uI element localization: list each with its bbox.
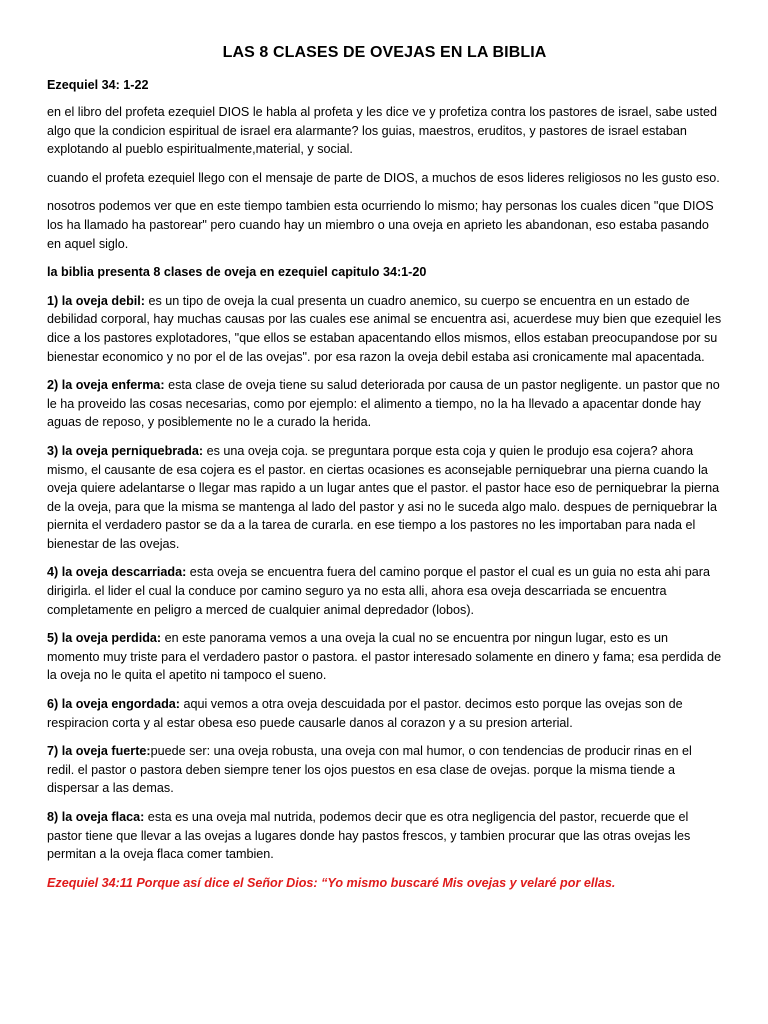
sheep-item-label: 1) la oveja debil: bbox=[47, 293, 145, 308]
sheep-item-1 bbox=[47, 292, 722, 366]
sheep-item-text: esta oveja se encuentra fuera del camino porque el pastor el cual es un guia no esta ahi para dirigirla. el lider el cual la conduce por camino seguro ya no esta alli, ahora esa oveja descarriada se encuentra completamente en peligro a merced de cualquier animal depredador (lobos). bbox=[47, 565, 710, 617]
closing-verse: Ezequiel 34:11 Porque así dice el Señor Dios: “Yo mismo buscaré Mis ovejas y velaré por ellas. bbox=[47, 875, 616, 890]
sheep-item-text: es un tipo de oveja la cual presenta un cuadro anemico, su cuerpo se encuentra en un estado de debilidad corporal, hay muchas causas por las cuales ese animal se encuentra asi, acuerdese muy bien que ezequiel les dice a los pastores explotadores, "que ellos se estaban apacentando ellos mismos, ellos estaban preocupandose por su bienestar economico y no por el de las ovejas". por esa razon la oveja debil estaba asi cronicamente mal apacentada. bbox=[47, 293, 722, 364]
sheep-item-label: 8) la oveja flaca: bbox=[47, 810, 145, 824]
sheep-item-text: en este panorama vemos a una oveja la cual no se encuentra por ningun lugar, esto es un momento muy triste para el verdadero pastor o pastora. el pastor interesado solamente en dinero y fama; esa perdida de la oveja no le quita el apetito ni tampoco el sueno. bbox=[47, 631, 722, 683]
sheep-item-label: 6) la oveja engordada: bbox=[47, 697, 180, 712]
scripture-reference: Ezequiel 34: 1-22 bbox=[47, 78, 149, 92]
sheep-item-text: puede ser: una oveja robusta, una oveja con mal humor, o con tendencias de producir rinas en el redil. el pastor o pastora deben siempre tener los ojos puestos en esa clase de ovejas. porque la misma tiende a dispersar a las demas. bbox=[47, 744, 692, 796]
sheep-item-2 bbox=[47, 376, 722, 432]
intro-paragraph-2: cuando el profeta ezequiel llego con el mensaje de parte de DIOS, a muchos de esos lideres religiosos no les gusto eso. bbox=[47, 170, 720, 185]
sheep-item-8 bbox=[47, 808, 722, 864]
sheep-item-text: aqui vemos a otra oveja descuidada por el pastor. decimos esto porque las ovejas son de respiracion corta y al estar obesa eso puede causarle danos al corazon y a su presion arterial. bbox=[47, 697, 683, 730]
sheep-item-label: 3) la oveja perniquebrada: bbox=[47, 443, 204, 458]
sheep-item-label: 2) la oveja enferma: bbox=[47, 378, 165, 393]
sheep-item-text: esta es una oveja mal nutrida, podemos decir que es otra negligencia del pastor, recuerde que el pastor tiene que llevar a las ovejas a lugares donde hay pastos frescos, y tambien procurar que las otras ovejas les permitan a la oveja flaca comer tambien. bbox=[47, 810, 691, 862]
sheep-item-label: 5) la oveja perdida: bbox=[47, 631, 162, 646]
sheep-item-6 bbox=[47, 695, 722, 732]
sheep-item-5 bbox=[47, 629, 722, 685]
sheep-item-7 bbox=[47, 742, 722, 798]
sheep-item-label: 4) la oveja descarriada: bbox=[47, 565, 187, 580]
sheep-item-label: 7) la oveja fuerte: bbox=[47, 744, 151, 759]
document-title: LAS 8 CLASES DE OVEJAS EN LA BIBLIA bbox=[222, 44, 547, 61]
section-heading: la biblia presenta 8 clases de oveja en ezequiel capitulo 34:1-20 bbox=[47, 265, 427, 280]
intro-paragraph-3: nosotros podemos ver que en este tiempo tambien esta ocurriendo lo mismo; hay personas los cuales dicen "que DIOS los ha llamado ha pastorear" pero cuando hay un miembro o una oveja en aprieto les abandonan, eso estaba pasando en aquel siglo. bbox=[47, 199, 714, 251]
sheep-item-3 bbox=[47, 442, 722, 554]
sheep-item-text: es una oveja coja. se preguntara porque esta coja y quien le produjo esa cojera? ahora mismo, el causante de esa cojera es el pastor. en ciertas ocasiones es aconsejable perniquebrar una pierna cuando la oveja quiere adelantarse o llegar mas rapido a un lugar antes que el pastor. el pastor hace eso de perniquebrar la pierna de la oveja, para que la misma se mantenga al lado del pastor y asi no le suceda algo malo. despues de perniquebrar la piernita el verdadero pastor se da a la tarea de curarla. en ese tiempo a los pastores no les importaban para nada el bienestar de las ovejas. bbox=[47, 443, 720, 551]
intro-paragraph-1: en el libro del profeta ezequiel DIOS le habla al profeta y les dice ve y profetiza contra los pastores de israel, sabe usted algo que la condicion espiritual de israel era alarmante? los guias, maestros, eruditos, y pastores de israel estaban explotando al pueblo espiritualmente,material, y social. bbox=[47, 105, 717, 157]
sheep-item-text: esta clase de oveja tiene su salud deteriorada por causa de un pastor negligente. un pastor que no le ha proveido las cosas necesarias, como por ejemplo: el alimento a tiempo, no la ha llevado a apacentar donde hay aguas de reposo, y posiblemente no le a curado la herida. bbox=[47, 378, 720, 430]
sheep-item-4 bbox=[47, 563, 722, 619]
